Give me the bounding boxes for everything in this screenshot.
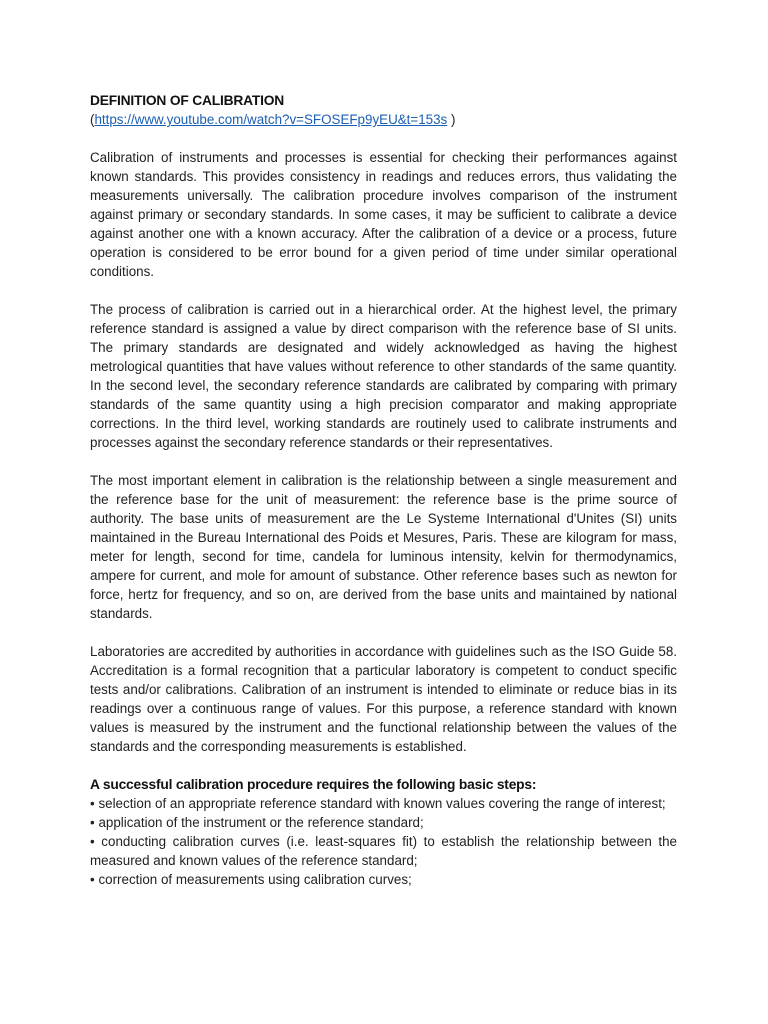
source-line [90, 110, 677, 129]
document-body [90, 91, 677, 889]
paragraph-hierarchy: The process of calibration is carried out in a hierarchical order. At the highest level, the primary reference standard is assigned a value by direct comparison with the reference base of SI units. The primary standards are designated and widely acknowledged as having the highest metrological quantities that have values without reference to other standards of the same quantity. In the second level, the secondary reference standards are calibrated by comparing with primary standards of the same quantity using a high precision comparator and making appropriate corrections. In the third level, working standards are routinely used to calibrate instruments and processes against the secondary reference standards or their representatives. [90, 302, 677, 450]
step-text: selection of an appropriate reference standard with known values covering the range of interest; [98, 796, 666, 811]
list-item [90, 794, 677, 813]
list-item [90, 813, 677, 832]
bullet-icon: • [90, 815, 95, 830]
steps-list [90, 794, 677, 889]
steps-heading: A successful calibration procedure requires the following basic steps: [90, 777, 537, 792]
bullet-icon: • [90, 834, 95, 849]
list-item [90, 832, 677, 870]
paragraph-calibration-intro: Calibration of instruments and processes is essential for checking their performances against known standards. This provides consistency in readings and reduces errors, thus validating the measurements universally. The calibration procedure involves comparison of the instrument against primary or secondary standards. In some cases, it may be sufficient to calibrate a device against another one with a known accuracy. After the calibration of a device or a process, future operation is considered to be error bound for a given period of time under similar operational conditions. [90, 150, 677, 279]
step-text: application of the instrument or the reference standard; [98, 815, 424, 830]
page-title: DEFINITION OF CALIBRATION [90, 93, 285, 108]
close-paren: ) [447, 112, 456, 127]
step-text: correction of measurements using calibration curves; [98, 872, 412, 887]
step-text: conducting calibration curves (i.e. least-squares fit) to establish the relationship between the measured and known values of the reference standard; [90, 834, 677, 868]
paragraph-reference-base: The most important element in calibration is the relationship between a single measurement and the reference base for the unit of measurement: the reference base is the prime source of authority. The base units of measurement are the Le Systeme International d'Unites (SI) units maintained in the Bureau International des Poids et Mesures, Paris. These are kilogram for mass, meter for length, second for time, candela for luminous intensity, kelvin for thermodynamics, ampere for current, and mole for amount of substance. Other reference bases such as newton for force, hertz for frequency, and so on, are derived from the base units and maintained by national standards. [90, 473, 677, 621]
bullet-icon: • [90, 796, 95, 811]
paragraph-accreditation: Laboratories are accredited by authorities in accordance with guidelines such as the ISO Guide 58. Accreditation is a formal recognition that a particular laboratory is competent to conduct specific tests and/or calibrations. Calibration of an instrument is intended to eliminate or reduce bias in its readings over a continuous range of values. For this purpose, a reference standard with known values is measured by the instrument and the functional relationship between the values of the standards and the corresponding measurements is established. [90, 644, 677, 754]
bullet-icon: • [90, 872, 95, 887]
open-paren: ( [90, 112, 95, 127]
source-link[interactable]: https://www.youtube.com/watch?v=SFOSEFp9yEU&t=153s [94, 112, 448, 127]
list-item [90, 870, 677, 889]
